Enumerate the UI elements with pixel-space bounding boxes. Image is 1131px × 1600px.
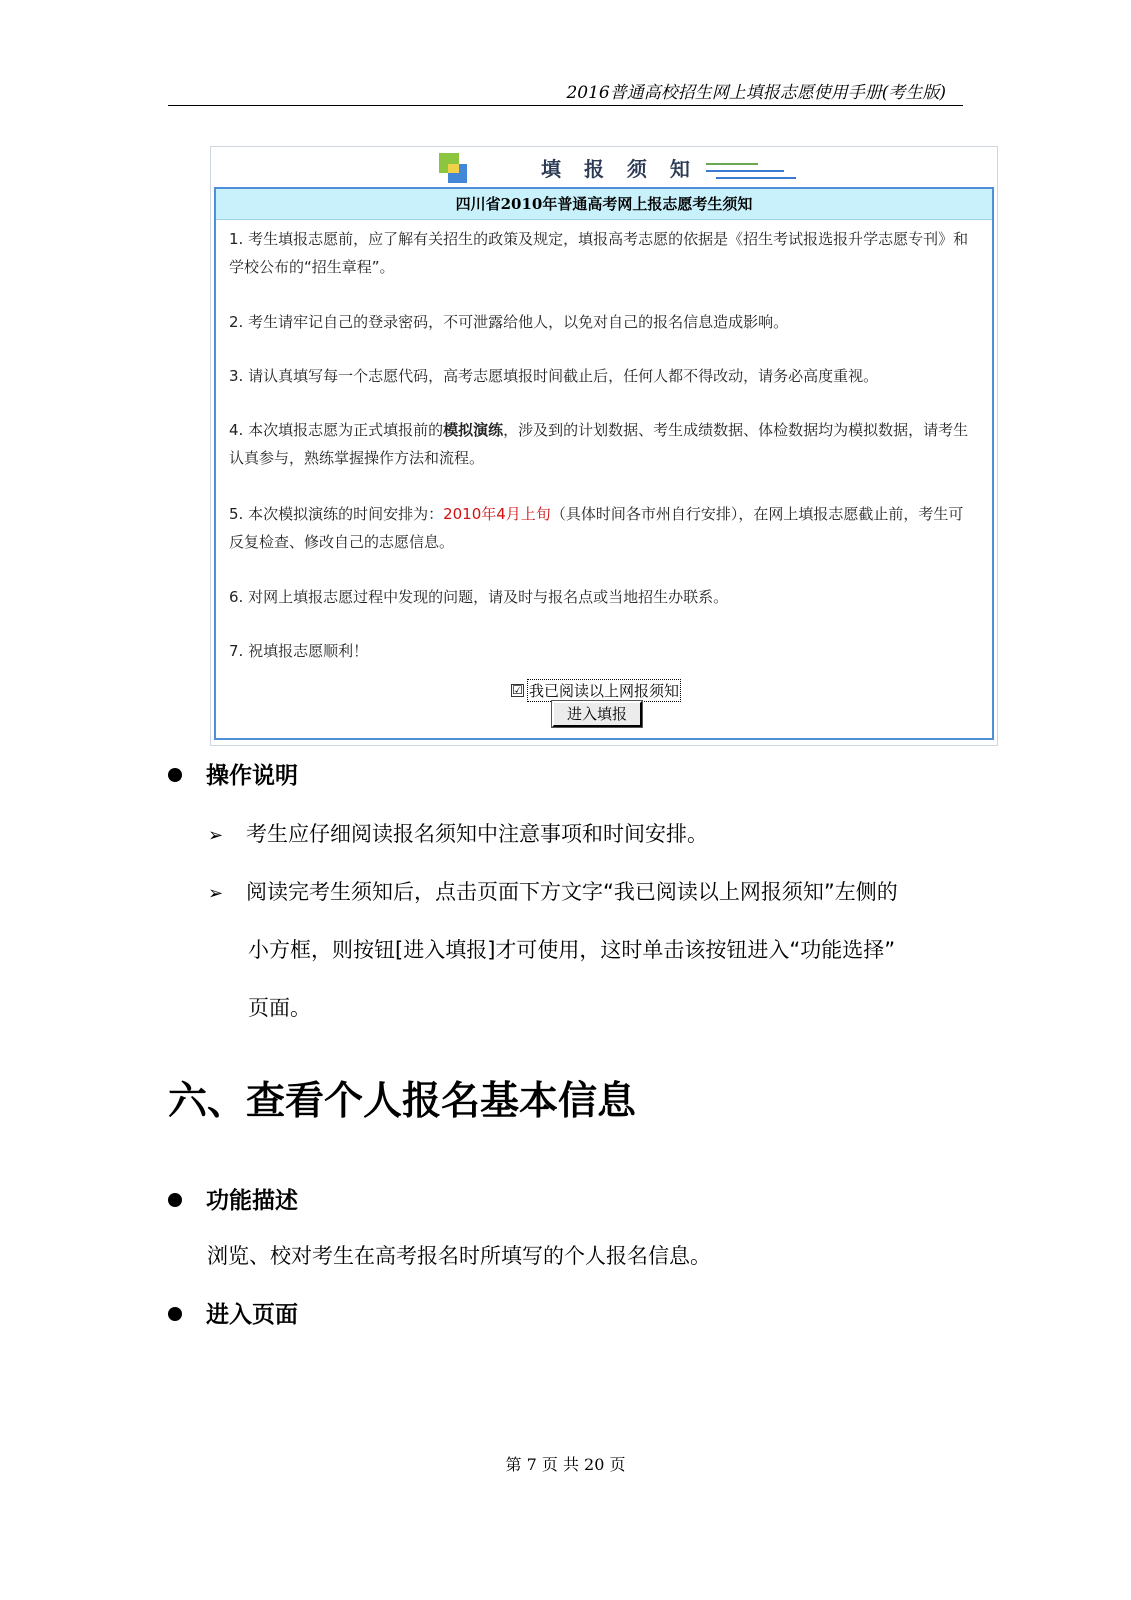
ops-item-1	[208, 818, 948, 848]
notice-item-3: 3. 请认真填写每一个志愿代码，高考志愿填报时间截止后，任何人都不得改动，请务必高度重视。	[229, 367, 879, 385]
notice-item-5-date: 2010年4月上旬	[443, 505, 551, 523]
enter-page-heading-text: 进入页面	[206, 1302, 298, 1328]
notice-item-4-bold: 模拟演练	[443, 421, 504, 439]
bullet-dot-icon	[168, 1193, 182, 1207]
agree-checkbox[interactable]: ☑	[512, 683, 523, 697]
notice-item-7: 7. 祝填报志愿顺利！	[229, 642, 369, 660]
section-6-title: 六、查看个人报名基本信息	[168, 1079, 637, 1124]
bullet-dot-icon	[168, 768, 182, 782]
document-header-title: 2016普通高校招生网上填报志愿使用手册(考生版)	[566, 83, 946, 103]
enter-fill-button[interactable]: 进入填报	[552, 701, 642, 727]
ops-heading	[168, 757, 298, 790]
notice-screenshot	[210, 146, 998, 746]
ops-heading-text: 操作说明	[206, 763, 298, 789]
ops-item-2-line3: 页面。	[248, 996, 311, 1020]
ops-item-1-text: 考生应仔细阅读报名须知中注意事项和时间安排。	[246, 822, 708, 846]
func-description: 浏览、校对考生在高考报名时所填写的个人报名信息。	[207, 1244, 711, 1268]
notice-item-6: 6. 对网上填报志愿过程中发现的问题，请及时与报名点或当地招生办联系。	[229, 588, 729, 606]
arrow-bullet-icon: ➢	[208, 825, 224, 846]
notice-item-1: 1. 考生填报志愿前，应了解有关招生的政策及规定，填报高考志愿的依据是《招生考试报选报升学志愿专刊》和学校公布的“招生章程”。	[229, 230, 969, 276]
header-divider	[168, 105, 963, 106]
agree-label[interactable]: 我已阅读以上网报须知	[527, 679, 681, 702]
notice-item-5-pre: 5. 本次模拟演练的时间安排为：	[229, 505, 444, 523]
agree-row[interactable]	[511, 679, 681, 702]
notice-item-4-post: ，涉及到的计划数据、考生成绩数据、体检数据均为模拟数据，请考生认真参与，熟练掌握操作方法和流程。	[229, 421, 969, 467]
notice-panel	[214, 187, 994, 740]
ops-item-2-text: 阅读完考生须知后，点击页面下方文字“我已阅读以上网报须知”左侧的	[246, 880, 898, 904]
bullet-dot-icon	[168, 1307, 182, 1321]
decorative-lines-icon	[706, 163, 796, 183]
ops-item-2-line2: 小方框，则按钮[进入填报]才可使用，这时单击该按钮进入“功能选择”	[248, 938, 896, 962]
notice-item-4-pre: 4. 本次填报志愿为正式填报前的	[229, 421, 444, 439]
notice-item-2: 2. 考生请牢记自己的登录密码，不可泄露给他人，以免对自己的报名信息造成影响。	[229, 313, 789, 331]
func-heading-text: 功能描述	[206, 1188, 298, 1214]
ops-item-2	[208, 876, 948, 906]
page-footer: 第 7 页 共 20 页	[505, 1455, 626, 1474]
logo-icon	[439, 153, 467, 183]
enter-page-heading	[168, 1296, 298, 1329]
arrow-bullet-icon: ➢	[208, 883, 224, 904]
notice-panel-heading: 四川省2010年普通高考网上报志愿考生须知	[216, 189, 992, 220]
notice-item-5	[229, 500, 969, 556]
notice-item-5-post: （具体时间各市州自行安排），在网上填报志愿截止前，考生可反复检查、修改自己的志愿信息。	[229, 505, 964, 551]
screenshot-title: 填 报 须 知	[541, 157, 698, 181]
screenshot-titlebar	[211, 147, 997, 187]
func-heading	[168, 1182, 298, 1215]
notice-item-4	[229, 416, 969, 472]
